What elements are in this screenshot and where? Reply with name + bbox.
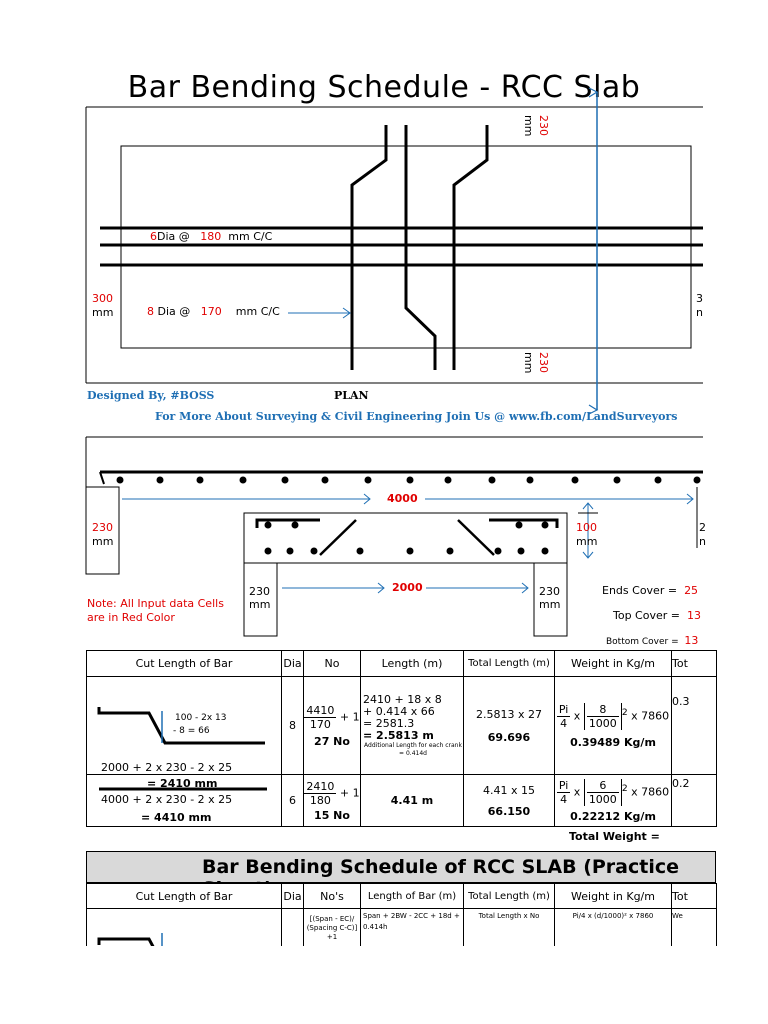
inner-span-dim: 2000 [392,581,423,594]
right-wall-partial-unit: n [699,535,706,548]
practice-nos: [(Span - EC)/ (Spacing C-C)] +1 [304,909,361,969]
plan-bottom-dim-unit: mm [522,352,535,374]
span-dim: 4000 [387,492,418,505]
practice-weight: Pi/4 x (d/1000)² x 7860 [555,909,672,969]
practice-col-total: Tot [672,884,717,909]
practice-length: Span + 2BW - 2CC + 18d + 0.414h [361,909,464,969]
row2-no: $\frac{2410}{180}$ + 1 15 No [304,775,361,827]
distribution-bar-label: 6Dia @ 180 mm C/C [150,230,273,243]
practice-col-dia: Dia [282,884,304,909]
row1-total-weight: 0.3 [672,677,717,775]
practice-col-total-length: Total Length (m) [464,884,555,909]
plan-label: PLAN [334,389,369,402]
slab-thickness-unit: mm [576,535,598,548]
practice-col-length: Length of Bar (m) [361,884,464,909]
bbs-header-row [87,651,717,677]
practice-total: We [672,909,717,969]
row2-cut-formula: 4000 + 2 x 230 - 2 x 25 [101,793,233,806]
row2-weight: $\frac{Pi}{4}$ x $\frac{6}{1000}$ $^2$ x 7860 0.22212 Kg/m [555,775,672,827]
row1-dia: 8 [282,677,304,775]
ends-cover: Ends Cover = 25 [602,584,699,597]
page-bottom-blank [0,946,768,1024]
row2-cut-length [87,775,282,827]
plan-top-dim-unit: mm [522,115,535,137]
row1-cut-length [87,677,282,790]
practice-col-nos: No's [304,884,361,909]
row1-weight: $\frac{Pi}{4}$ x $\frac{8}{1000}$ $^2$ x 7860 0.39489 Kg/m [555,677,672,775]
col-total-weight: Tot [672,651,717,677]
row2-length: 4.41 m [361,775,464,827]
col-total-length: Total Length (m) [464,651,555,677]
plan-left-dim: 300 [92,292,113,305]
row1-no: $\frac{4410}{170}$ + 1 27 No [304,677,361,775]
col-length: Length (m) [361,651,464,677]
row2-cut-result: = 4410 mm [141,811,212,824]
row1-cut-result: = 2410 mm [147,777,218,790]
main-bar-label: 8 Dia @ 170 mm C/C [147,305,280,318]
practice-total-length: Total Length x No [464,909,555,969]
row2-total-weight: 0.2 [672,775,717,827]
practice-col-weight: Weight in Kg/m [555,884,672,909]
left-support-unit: mm [249,598,271,611]
plan-right-dim: 3 [696,292,703,305]
table-row [87,775,717,827]
crank-calc-b: - 8 = 66 [173,726,210,736]
right-support-dim: 230 [539,585,560,598]
total-weight-label: Total Weight = [569,830,660,843]
row2-total-length: 4.41 x 15 66.150 [464,775,555,827]
join-us-link[interactable]: For More About Surveying & Civil Engineering Join Us @ www.fb.com/LandSurveyors [155,410,678,423]
left-wall-unit: mm [92,535,114,548]
col-dia: Dia [282,651,304,677]
practice-header-row [87,884,717,909]
input-note: Note: All Input data Cells are in Red Color [87,597,224,624]
col-no: No [304,651,361,677]
right-support-unit: mm [539,598,561,611]
row2-dia: 6 [282,775,304,827]
crank-calc-a: 100 - 2x 13 [175,713,227,723]
row1-length: 2410 + 18 x 8 + 0.414 x 66 = 2581.3 = 2.5813 m Additional Length for each crank = 0.414d [361,677,464,775]
slab-thickness: 100 [576,521,597,534]
plan-top-dim-value: 230 [537,115,550,136]
top-cover: Top Cover = 13 [613,609,701,622]
plan-right-unit: n [696,306,703,319]
bottom-cover: Bottom Cover = 13 [606,634,699,647]
left-support-dim: 230 [249,585,270,598]
row1-total-length: 2.5813 x 27 69.696 [464,677,555,775]
plan-left-unit: mm [92,306,114,319]
col-weight: Weight in Kg/m [555,651,672,677]
practice-title: Bar Bending Schedule of RCC SLAB (Practice Sheet) [202,856,680,900]
table-row [87,677,717,775]
col-cut-length: Cut Length of Bar [87,651,282,677]
page-title: Bar Bending Schedule - RCC Slab [127,70,641,105]
bbs-table [86,650,717,827]
practice-col-cut-length: Cut Length of Bar [87,884,282,909]
plan-bottom-dim-value: 230 [537,352,550,373]
right-wall-partial: 2 [699,521,706,534]
row1-cut-formula: 2000 + 2 x 230 - 2 x 25 [101,761,233,774]
designed-by: Designed By, #BOSS [87,389,215,402]
left-wall-dim: 230 [92,521,113,534]
